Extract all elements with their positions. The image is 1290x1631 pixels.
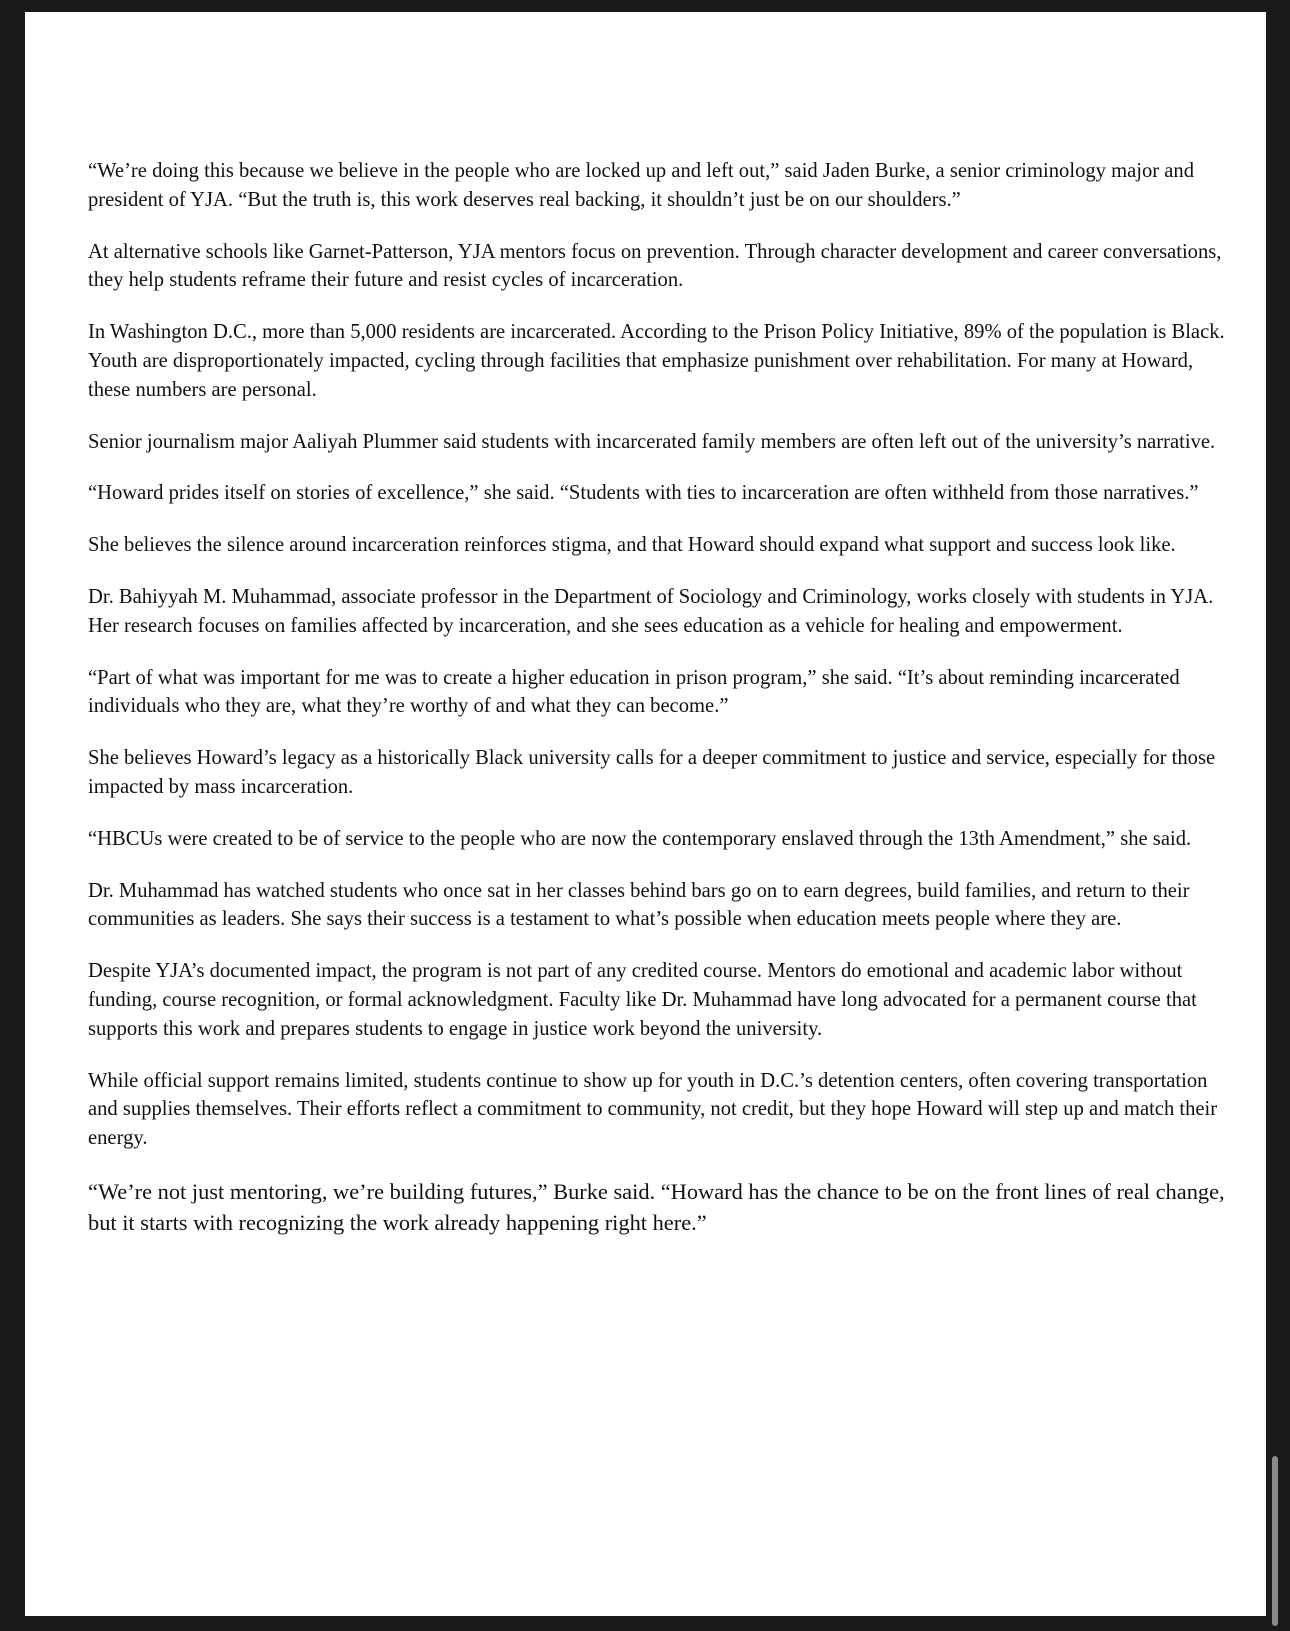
scrollbar-track[interactable]	[1266, 12, 1290, 1616]
paragraph: “Part of what was important for me was to create a higher education in prison program,” she said. “It’s about reminding incarcerated individuals who they are, what they’re worthy of and what they can become.”	[88, 666, 1180, 718]
paragraph: “Howard prides itself on stories of excellence,” she said. “Students with ties to incarceration are often withheld from those narratives.”	[88, 482, 1199, 505]
paragraph: Dr. Muhammad has watched students who once sat in her classes behind bars go on to earn degrees, build families, and return to their communities as leaders. She says their success is a testament to what’s possible when education meets people where they are.	[88, 879, 1190, 931]
paragraph: Senior journalism major Aaliyah Plummer said students with incarcerated family members are often left out of the university’s narrative.	[88, 430, 1216, 453]
paragraph: While official support remains limited, students continue to show up for youth in D.C.’s detention centers, often covering transportation and supplies themselves. Their efforts reflect a commitment to community, not credit, but they hope Howard will step up and match their energy.	[88, 1069, 1218, 1150]
paragraph: “HBCUs were created to be of service to the people who are now the contemporary enslaved through the 13th Amendment,” she said.	[88, 827, 1192, 850]
paragraph: She believes the silence around incarceration reinforces stigma, and that Howard should expand what support and success look like.	[88, 534, 1176, 557]
paragraph: Dr. Bahiyyah M. Muhammad, associate professor in the Department of Sociology and Criminology, works closely with students in YJA. Her research focuses on families affected by incarceration, and she sees education as a vehicle for healing and empowerment.	[88, 585, 1214, 637]
scrollbar-thumb[interactable]	[1272, 1456, 1278, 1626]
paragraph: She believes Howard’s legacy as a historically Black university calls for a deeper commitment to justice and service, especially for those impacted by mass incarceration.	[88, 747, 1216, 798]
document-page	[25, 12, 1266, 1616]
paragraph: At alternative schools like Garnet-Patterson, YJA mentors focus on prevention. Through character development and career conversations, they help students reframe their future and resist cycles of incarceration.	[88, 240, 1222, 292]
article-body	[88, 157, 1238, 1261]
closing-quote-paragraph: “We’re not just mentoring, we’re building futures,” Burke said. “Howard has the chance to be on the front lines of real change, but it starts with recognizing the work already happening right here.”	[88, 1178, 1225, 1235]
paragraph: In Washington D.C., more than 5,000 residents are incarcerated. According to the Prison Policy Initiative, 89% of the population is Black. Youth are disproportionately impacted, cycling through facilities that emphasize punishment over rehabilitation. For many at Howard, these numbers are personal.	[88, 321, 1225, 401]
paragraph: Despite YJA’s documented impact, the program is not part of any credited course. Mentors do emotional and academic labor without funding, course recognition, or formal acknowledgment. Faculty like Dr. Muhammad have long advocated for a permanent course that supports this work and prepares students to engage in justice work beyond the university.	[88, 960, 1197, 1040]
paragraph: “We’re doing this because we believe in the people who are locked up and left out,” said Jaden Burke, a senior criminology major and president of YJA. “But the truth is, this work deserves real backing, it shouldn’t just be on our shoulders.”	[88, 160, 1195, 211]
